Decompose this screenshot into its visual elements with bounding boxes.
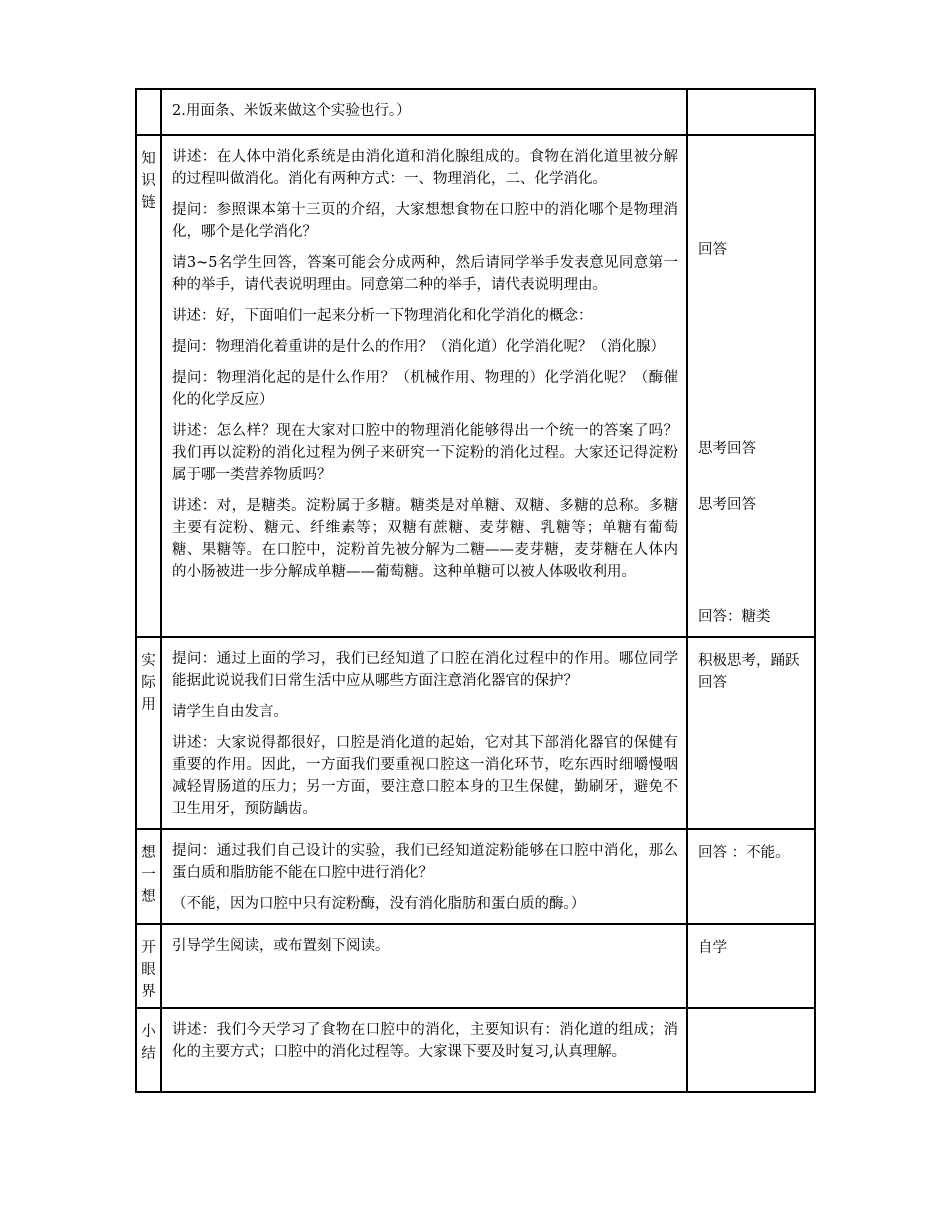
content-cell (161, 637, 687, 829)
content-paragraph: 提问：物理消化着重讲的是什么的作用？（消化道）化学消化呢？（消化腺） (172, 339, 665, 355)
content-paragraph: 引导学生阅读，或布置刻下阅读。 (172, 938, 390, 954)
response-cell (687, 829, 815, 924)
response-cell (687, 924, 815, 1008)
student-response: 积极思考，踊跃回答 (698, 653, 800, 691)
section-label-cell: 小 结 (136, 1008, 161, 1092)
section-label-cell: 想 一 想 (136, 829, 161, 924)
table-row-broaden-horizons (136, 924, 815, 1008)
response-cell (687, 89, 815, 135)
table-row-summary (136, 1008, 815, 1092)
table-row-think (136, 829, 815, 924)
content-paragraph: 2.用面条、米饭来做这个实验也行。） (172, 103, 411, 119)
student-response: 思考回答 (698, 441, 756, 457)
content-cell (161, 1008, 687, 1092)
content-paragraph: 提问：通过上面的学习，我们已经知道了口腔在消化过程中的作用。哪位同学能据此说说我们日常生活中应从哪些方面注意消化器官的保护？ (172, 651, 678, 689)
table-row-practical-use (136, 637, 815, 829)
student-response: 回答 ：不能。 (698, 845, 790, 861)
content-paragraph: 讲述：对，是糖类。淀粉属于多糖。糖类是对单糖、双糖、多糖的总称。多糖主要有淀粉、糖元、纤维素等；双糖有蔗糖、麦芽糖、乳糖等；单糖有葡萄糖、果糖等。在口腔中，淀粉首先被分解为二糖——麦芽糖，麦芽糖在人体内的小肠被进一步分解成单糖——葡萄糖。这种单糖可以被人体吸收利用。 (172, 498, 678, 580)
response-cell (687, 1008, 815, 1092)
content-cell (161, 89, 687, 135)
section-label-cell: 实 际 用 (136, 637, 161, 829)
response-cell (687, 637, 815, 829)
content-paragraph: 提问：参照课本第十三页的介绍，大家想想食物在口腔中的消化哪个是物理消化，哪个是化学消化？ (172, 202, 678, 240)
student-response: 思考回答 (698, 497, 756, 513)
content-paragraph: （不能，因为口腔中只有淀粉酶，没有消化脂肪和蛋白质的酶。） (172, 896, 586, 912)
student-response: 回答：糖类 (698, 609, 771, 625)
content-paragraph: 提问：物理消化起的是什么作用？（机械作用、物理的）化学消化呢？（酶催化的化学反应） (172, 370, 678, 408)
section-label-cell: 开 眼 界 (136, 924, 161, 1008)
response-cell (687, 135, 815, 637)
content-paragraph: 请3~5名学生回答，答案可能会分成两种，然后请同学举手发表意见同意第一种的举手，请代表说明理由。同意第二种的举手，请代表说明理由。 (172, 255, 678, 293)
content-paragraph: 讲述：我们今天学习了食物在口腔中的消化，主要知识有：消化道的组成；消化的主要方式；口腔中的消化过程等。大家课下要及时复习,认真理解。 (172, 1022, 678, 1060)
content-cell (161, 135, 687, 637)
content-paragraph: 讲述：怎么样？现在大家对口腔中的物理消化能够得出一个统一的答案了吗？我们再以淀粉的消化过程为例子来研究一下淀粉的消化过程。大家还记得淀粉属于哪一类营养物质吗？ (172, 423, 678, 483)
section-label-cell (136, 89, 161, 135)
student-response: 回答 (698, 242, 727, 258)
student-response: 自学 (698, 940, 727, 956)
content-cell (161, 924, 687, 1008)
table-row-knowledge-link (136, 135, 815, 637)
content-cell (161, 829, 687, 924)
table-row-continuation (136, 89, 815, 135)
content-paragraph: 讲述：大家说得都很好，口腔是消化道的起始，它对其下部消化器官的保健有重要的作用。因此，一方面我们要重视口腔这一消化环节，吃东西时细嚼慢咽减轻胃肠道的压力；另一方面，要注意口腔本身的卫生保健，勤刷牙，避免不卫生用牙，预防龋齿。 (172, 735, 678, 817)
content-paragraph: 讲述：好，下面咱们一起来分析一下物理消化和化学消化的概念： (172, 308, 593, 324)
content-paragraph: 请学生自由发言。 (172, 704, 288, 720)
lesson-plan-table (135, 88, 816, 1093)
content-paragraph: 讲述：在人体中消化系统是由消化道和消化腺组成的。食物在消化道里被分解的过程叫做消化。消化有两种方式：一、物理消化，二、化学消化。 (172, 149, 678, 187)
section-label-cell: 知 识 链 (136, 135, 161, 637)
content-paragraph: 提问：通过我们自己设计的实验，我们已经知道淀粉能够在口腔中消化，那么蛋白质和脂肪能不能在口腔中进行消化？ (172, 843, 678, 881)
